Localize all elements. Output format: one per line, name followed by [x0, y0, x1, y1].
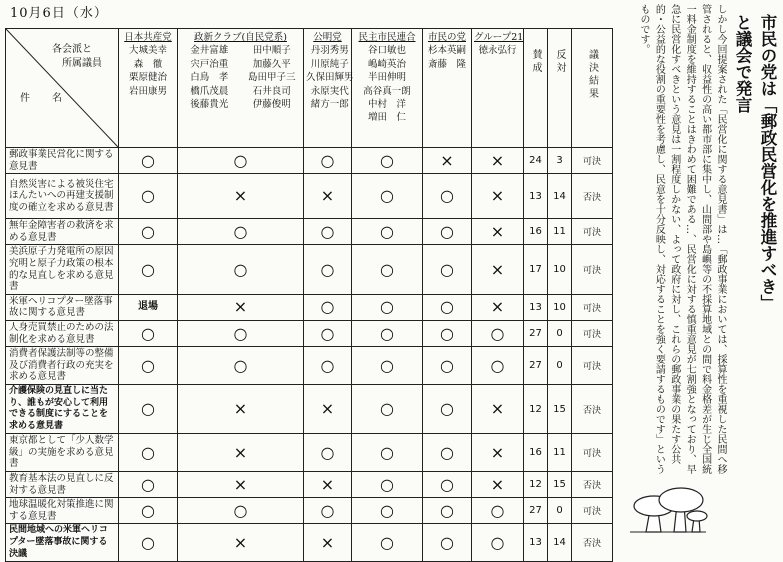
- vote-mark: ○: [119, 245, 178, 294]
- vote-mark: ○: [119, 524, 178, 562]
- vote-mark: ×: [472, 174, 524, 219]
- no-count: 10: [548, 245, 572, 294]
- vote-mark: ×: [472, 384, 524, 433]
- vote-mark: ○: [423, 498, 472, 524]
- member-name: 岩田康男: [128, 85, 167, 97]
- result-cell: 可決: [572, 219, 613, 245]
- party-members: [354, 44, 420, 124]
- vote-mark: ○: [352, 472, 423, 498]
- vote-mark: ○: [304, 294, 352, 320]
- vote-mark: ○: [119, 498, 178, 524]
- member-name: 高谷真一朗: [363, 85, 411, 97]
- vote-mark: ○: [352, 320, 423, 346]
- member-name: 中村 洋: [367, 99, 406, 111]
- table-row: [6, 245, 613, 294]
- yes-count: 16: [524, 219, 548, 245]
- table-row: [6, 384, 613, 433]
- member-name: 永原実代: [310, 85, 349, 97]
- vote-mark: ○: [304, 245, 352, 294]
- no-count: 11: [548, 434, 572, 472]
- party-name: 公明党: [313, 32, 342, 43]
- vote-mark: ×: [472, 434, 524, 472]
- no-count: 0: [548, 498, 572, 524]
- vote-mark: ○: [352, 384, 423, 433]
- party-name: 政新クラブ(自民党系): [194, 32, 287, 43]
- party-header: [423, 29, 472, 148]
- member-name: 徳永弘行: [478, 45, 517, 57]
- vote-mark: ○: [423, 320, 472, 346]
- vote-mark: ×: [472, 294, 524, 320]
- member-name: 島田甲子三: [247, 72, 296, 84]
- side-article: [620, 4, 780, 474]
- page-date: 10月6日（水）: [10, 6, 108, 21]
- party-name: 日本共産党: [124, 32, 172, 43]
- member-name: 半田伸明: [367, 72, 406, 84]
- party-header: [178, 29, 304, 148]
- vote-mark: ○: [119, 148, 178, 174]
- party-name: 市民の党: [427, 32, 466, 43]
- result-header: 議決結果: [572, 29, 613, 148]
- vote-mark: ×: [304, 174, 352, 219]
- vote-mark: ○: [304, 347, 352, 385]
- vote-mark: ×: [423, 148, 472, 174]
- no-count: 14: [548, 524, 572, 562]
- party-members: [425, 44, 469, 71]
- member-name: 田中順子: [252, 45, 291, 57]
- no-count: 10: [548, 294, 572, 320]
- party-header: [304, 29, 352, 148]
- result-cell: 可決: [572, 148, 613, 174]
- vote-mark: ×: [178, 294, 304, 320]
- vote-mark: ×: [304, 384, 352, 433]
- vote-mark: ×: [178, 384, 304, 433]
- member-name: 増田 仁: [367, 112, 406, 124]
- vote-mark: ○: [304, 434, 352, 472]
- vote-mark: ○: [352, 219, 423, 245]
- vote-mark: ○: [304, 219, 352, 245]
- member-name: 久保田輝男: [306, 72, 354, 84]
- mushroom-illustration: [628, 474, 708, 536]
- yes-count: 27: [524, 498, 548, 524]
- member-name: 大城美幸: [128, 45, 167, 57]
- yes-count: 27: [524, 320, 548, 346]
- yes-count: 24: [524, 148, 548, 174]
- member-name: 緒方一郎: [310, 99, 349, 111]
- item-title: 教育基本法の見直しに反対する意見書: [6, 472, 119, 498]
- table-row: [6, 148, 613, 174]
- vote-mark: ×: [472, 219, 524, 245]
- vote-mark: ×: [178, 434, 304, 472]
- corner-label-subject: 件 名: [20, 93, 68, 104]
- vote-mark: ○: [472, 524, 524, 562]
- member-name: 谷口敏也: [367, 45, 406, 57]
- item-title: 消費者保護法制等の整備及び消費者行政の充実を求める意見書: [6, 347, 119, 385]
- result-cell: 可決: [572, 294, 613, 320]
- table-row: [6, 498, 613, 524]
- item-title: 東京都として「少人数学級」の実施を求める意見書: [6, 434, 119, 472]
- item-title: 民間地域への米軍ヘリコプター墜落事故に関する決議: [6, 524, 119, 562]
- member-name: 川原純子: [310, 58, 349, 70]
- yes-count: 12: [524, 472, 548, 498]
- vote-mark: ×: [304, 472, 352, 498]
- item-title: 米軍ヘリコプター墜落事故に関する意見書: [6, 294, 119, 320]
- member-name: 嶋崎英治: [367, 58, 406, 70]
- vote-mark: ○: [472, 320, 524, 346]
- no-count: 15: [548, 384, 572, 433]
- member-name: 後藤貴光: [190, 99, 229, 111]
- member-name: 宍戸治重: [190, 58, 229, 70]
- vote-mark: ○: [119, 219, 178, 245]
- result-cell: 否決: [572, 524, 613, 562]
- result-cell: 否決: [572, 472, 613, 498]
- member-name: 杉本英嗣: [427, 45, 466, 57]
- result-cell: 否決: [572, 384, 613, 433]
- vote-mark: ×: [472, 245, 524, 294]
- member-name: 伊藤俊明: [252, 99, 291, 111]
- vote-mark: ○: [178, 219, 304, 245]
- vote-mark: ×: [178, 524, 304, 562]
- article-headline: 市民の党は「郵政民営化を推進すべき」と議会で発言: [733, 14, 777, 311]
- result-cell: 可決: [572, 347, 613, 385]
- no-count: 14: [548, 174, 572, 219]
- item-title: 無年金障害者の救済を求める意見書: [6, 219, 119, 245]
- vote-mark: ○: [304, 498, 352, 524]
- party-name: グループ21: [474, 32, 524, 43]
- table-row: [6, 434, 613, 472]
- party-members: [180, 44, 301, 111]
- vote-mark: ○: [352, 498, 423, 524]
- table-row: [6, 294, 613, 320]
- table-row: [6, 347, 613, 385]
- vote-mark: ○: [178, 347, 304, 385]
- vote-mark: ○: [423, 174, 472, 219]
- party-members: [306, 44, 354, 111]
- result-cell: 可決: [572, 498, 613, 524]
- no-count: 11: [548, 219, 572, 245]
- item-title: 介護保険の見直しに当たり、誰もが安心して利用できる制度にすることを求める意見書: [6, 384, 119, 433]
- vote-mark: ○: [178, 148, 304, 174]
- vote-mark: ○: [178, 320, 304, 346]
- vote-mark: ○: [178, 498, 304, 524]
- member-name: 白鳥 孝: [190, 72, 229, 84]
- yes-count: 17: [524, 245, 548, 294]
- party-members: [121, 44, 175, 98]
- member-name: 金井富雄: [190, 45, 229, 57]
- vote-mark: ×: [472, 148, 524, 174]
- result-cell: 可決: [572, 320, 613, 346]
- item-title: 地球温暖化対策推進に関する意見書: [6, 498, 119, 524]
- no-count: 0: [548, 347, 572, 385]
- result-cell: 可決: [572, 245, 613, 294]
- no-count: 0: [548, 320, 572, 346]
- yes-count: 27: [524, 347, 548, 385]
- vote-mark: ×: [178, 174, 304, 219]
- vote-mark: 退場: [119, 294, 178, 320]
- vote-mark: ○: [423, 245, 472, 294]
- no-count: 3: [548, 148, 572, 174]
- vote-mark: ○: [423, 472, 472, 498]
- vote-mark: ○: [423, 219, 472, 245]
- item-title: 自然災害による被災住宅ほんたいへの再建支援制度の確立を求める意見書: [6, 174, 119, 219]
- result-cell: 可決: [572, 434, 613, 472]
- member-name: 栗原健治: [128, 72, 167, 84]
- vote-mark: ○: [423, 524, 472, 562]
- vote-mark: ○: [352, 434, 423, 472]
- party-name: 民主市民連合: [358, 32, 416, 43]
- header-corner-cell: [6, 29, 119, 148]
- table-header-row: [6, 29, 613, 148]
- vote-mark: ○: [119, 384, 178, 433]
- item-title: 郵政事業民営化に関する意見書: [6, 148, 119, 174]
- yes-count: 13: [524, 174, 548, 219]
- yes-count: 16: [524, 434, 548, 472]
- member-name: 丹羽秀男: [310, 45, 349, 57]
- vote-mark: ○: [304, 320, 352, 346]
- party-header: [352, 29, 423, 148]
- vote-mark: ○: [178, 245, 304, 294]
- vote-mark: ○: [352, 524, 423, 562]
- member-name: 橋爪茂晨: [190, 85, 229, 97]
- vote-mark: ×: [472, 472, 524, 498]
- party-members: [474, 44, 521, 57]
- vote-mark: ○: [119, 472, 178, 498]
- vote-mark: ○: [472, 498, 524, 524]
- table-row: [6, 174, 613, 219]
- item-title: 人身売買禁止のための法制化を求める意見書: [6, 320, 119, 346]
- vote-mark: ○: [352, 174, 423, 219]
- yes-count: 13: [524, 524, 548, 562]
- vote-mark: ○: [119, 347, 178, 385]
- vote-mark: ○: [352, 347, 423, 385]
- member-name: 石井良司: [252, 85, 291, 97]
- yes-header: 賛成: [524, 29, 548, 148]
- vote-mark: ○: [352, 245, 423, 294]
- yes-count: 12: [524, 384, 548, 433]
- party-header: [119, 29, 178, 148]
- vote-mark: ○: [423, 434, 472, 472]
- result-cell: 否決: [572, 174, 613, 219]
- member-name: 斎藤 隆: [427, 58, 466, 70]
- member-name: 加藤久平: [252, 58, 291, 70]
- vote-mark: ○: [119, 174, 178, 219]
- table-row: [6, 472, 613, 498]
- vote-mark: ○: [352, 148, 423, 174]
- item-title: 美浜原子力発電所の原因究明と原子力政策の根本的な見直しを求める意見書: [6, 245, 119, 294]
- corner-label-1: 各会派と: [52, 44, 92, 55]
- table-row: [6, 219, 613, 245]
- party-header: [472, 29, 524, 148]
- vote-mark: ×: [178, 472, 304, 498]
- yes-count: 13: [524, 294, 548, 320]
- vote-table: [5, 28, 613, 562]
- article-body: しかし今回提案された「民営化に関する意見書」は…「郵政事業においては、採算性を重視した民間へ移管されると、収益性の高い都市部に集中し、山間部や島嶼等の不採算地域との間で料金格差が生じ全国統一料金制度を維持することはきわめて困難である…、民営化に対する慎重意見が七割強となっており、早急に民営化すべきという意見は一割程度しかない、よって政府に対し、これらの郵政事業の果たす公共的・公益的な役割の重要性を考慮し、民意を十分反映し、対応することを強く要請するものです」というものです。: [637, 4, 726, 474]
- vote-mark: ×: [304, 524, 352, 562]
- table-row: [6, 524, 613, 562]
- vote-mark: ○: [472, 347, 524, 385]
- corner-label-2: 所属議員: [62, 58, 102, 69]
- no-header: 反対: [548, 29, 572, 148]
- vote-mark: ○: [352, 294, 423, 320]
- vote-mark: ○: [304, 148, 352, 174]
- vote-mark: ○: [423, 294, 472, 320]
- vote-mark: ○: [119, 320, 178, 346]
- member-name: 森 徹: [133, 58, 163, 70]
- vote-mark: ○: [423, 384, 472, 433]
- no-count: 15: [548, 472, 572, 498]
- table-row: [6, 320, 613, 346]
- vote-mark: ○: [119, 434, 178, 472]
- vote-mark: ○: [423, 347, 472, 385]
